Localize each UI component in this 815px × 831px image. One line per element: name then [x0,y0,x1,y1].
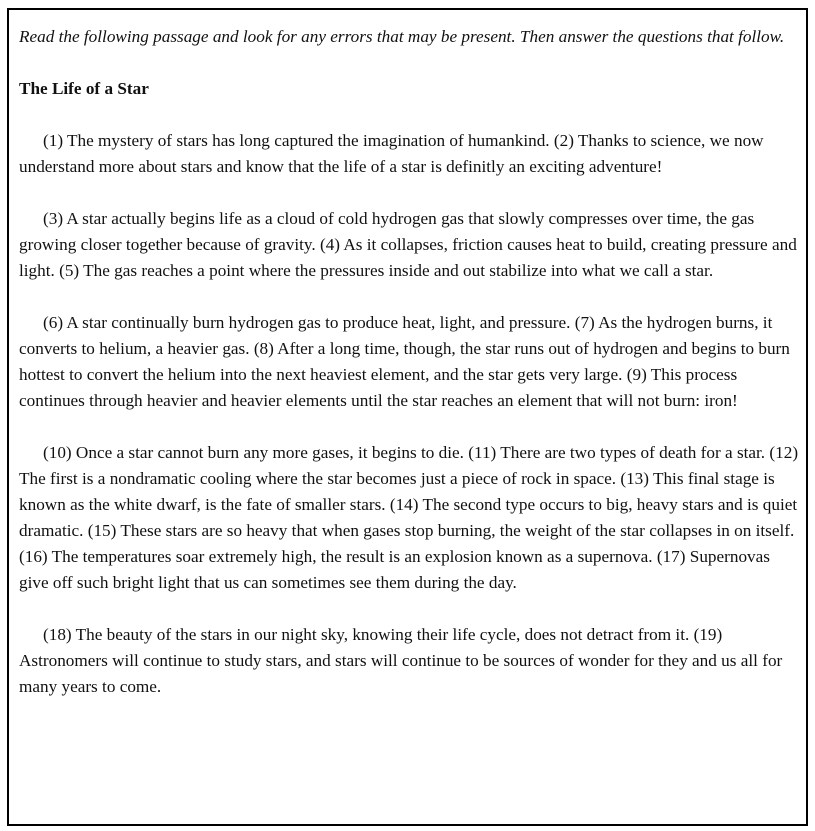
paragraph-4: (10) Once a star cannot burn any more gases, it begins to die. (11) There are two types of death for a star. (12) The first is a nondramatic cooling where the star becomes just a piece of rock in space. (13) This final stage is known as the white dwarf, is the fate of smaller stars. (14) The second type occurs to big, heavy stars and is quiet dramatic. (15) These stars are so heavy that when gases stop burning, the weight of the star collapses in on itself. (16) The temperatures soar extremely high, the result is an explosion known as a supernova. (17) Supernovas give off such bright light that us can sometimes see them during the day. [19,443,799,592]
paragraph-3: (6) A star continually burn hydrogen gas to produce heat, light, and pressure. (7) As the hydrogen burns, it converts to helium, a heavier gas. (8) After a long time, though, the star runs out of hydrogen and begins to burn hottest to convert the helium into the next heaviest element, and the star gets very large. (9) This process continues through heavier and heavier elements until the star reaches an element that will not burn: iron! [19,313,790,410]
paragraph-2: (3) A star actually begins life as a cloud of cold hydrogen gas that slowly compresses over time, the gas growing closer together because of gravity. (4) As it collapses, friction causes heat to build, creating pressure and light. (5) The gas reaches a point where the pressures inside and out stabilize into what we call a star. [19,209,797,280]
paragraph-1: (1) The mystery of stars has long captured the imagination of humankind. (2) Thanks to science, we now understand more about stars and know that the life of a star is definitly an exciting adventure! [19,131,764,176]
passage-content [19,24,803,700]
instructions-text: Read the following passage and look for any errors that may be present. Then answer the questions that follow. [19,27,785,46]
passage-frame [7,8,808,826]
passage-title: The Life of a Star [19,79,149,98]
paragraph-5: (18) The beauty of the stars in our night sky, knowing their life cycle, does not detract from it. (19) Astronomers will continue to study stars, and stars will continue to be sources of wonder for they and us all for many years to come. [19,625,783,696]
